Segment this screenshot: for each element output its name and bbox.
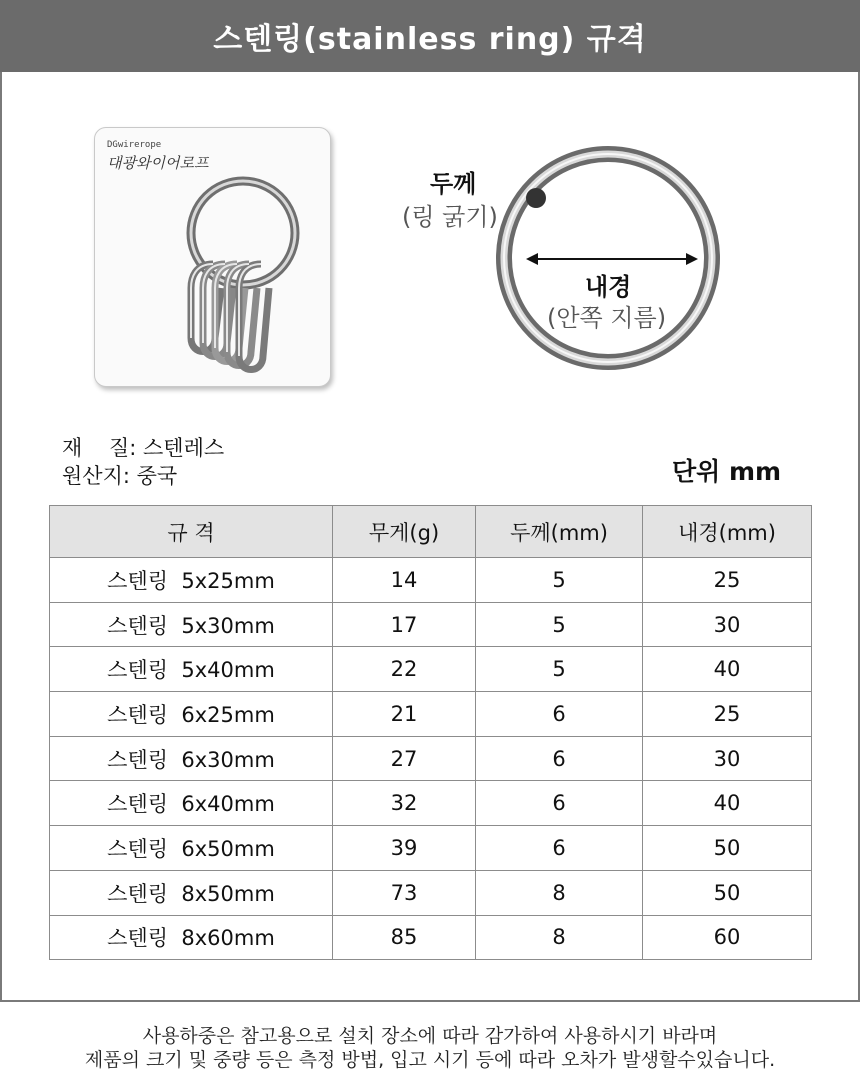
origin-spec: 원산지: 중국 xyxy=(62,464,178,488)
unit-label: 단위 mm xyxy=(672,457,782,486)
cell-weight: 17 xyxy=(333,602,476,647)
cell-inner-diameter: 25 xyxy=(643,692,812,737)
cell-spec: 스텐링 6x50mm xyxy=(50,826,333,871)
inner-diameter-label: 내경 xyxy=(585,273,632,301)
cell-thickness: 5 xyxy=(476,558,643,603)
spec-table xyxy=(49,505,812,960)
page-title: 스텐링(stainless ring) 규격 xyxy=(0,0,860,72)
cell-thickness: 6 xyxy=(476,826,643,871)
thickness-marker xyxy=(526,188,546,208)
cell-inner-diameter: 60 xyxy=(643,915,812,960)
cell-inner-diameter: 40 xyxy=(643,647,812,692)
table-row xyxy=(50,692,812,737)
column-header-inner-diameter: 내경(mm) xyxy=(643,506,812,558)
brand-korean: 대광와이어로프 xyxy=(107,154,209,172)
arrow-left-icon xyxy=(526,253,538,265)
cell-thickness: 8 xyxy=(476,870,643,915)
cell-thickness: 6 xyxy=(476,692,643,737)
table-row xyxy=(50,870,812,915)
material-spec: 재 질: 스텐레스 xyxy=(62,436,225,460)
disclaimer-line-1: 사용하중은 참고용으로 설치 장소에 따라 감가하여 사용하시기 바라며 xyxy=(142,1025,718,1047)
table-row xyxy=(50,558,812,603)
cell-spec: 스텐링 5x40mm xyxy=(50,647,333,692)
cell-inner-diameter: 25 xyxy=(643,558,812,603)
cell-inner-diameter: 30 xyxy=(643,602,812,647)
arrow-right-icon xyxy=(686,253,698,265)
thickness-label: 두께 xyxy=(430,170,477,198)
cell-weight: 14 xyxy=(333,558,476,603)
cell-thickness: 6 xyxy=(476,781,643,826)
table-row xyxy=(50,736,812,781)
column-header-weight: 무게(g) xyxy=(333,506,476,558)
cell-inner-diameter: 30 xyxy=(643,736,812,781)
cell-weight: 85 xyxy=(333,915,476,960)
cell-spec: 스텐링 6x25mm xyxy=(50,692,333,737)
cell-weight: 22 xyxy=(333,647,476,692)
cell-thickness: 5 xyxy=(476,602,643,647)
cell-weight: 21 xyxy=(333,692,476,737)
cell-inner-diameter: 50 xyxy=(643,870,812,915)
brand-english: DGwirerope xyxy=(107,140,162,150)
cell-weight: 73 xyxy=(333,870,476,915)
table-row xyxy=(50,781,812,826)
cell-spec: 스텐링 8x50mm xyxy=(50,870,333,915)
table-row xyxy=(50,915,812,960)
cell-spec: 스텐링 6x40mm xyxy=(50,781,333,826)
thickness-sublabel: (링 굵기) xyxy=(402,203,498,231)
cell-spec: 스텐링 5x25mm xyxy=(50,558,333,603)
cell-weight: 32 xyxy=(333,781,476,826)
cell-spec: 스텐링 8x60mm xyxy=(50,915,333,960)
inner-diameter-sublabel: (안쪽 지름) xyxy=(547,304,667,332)
cell-inner-diameter: 50 xyxy=(643,826,812,871)
table-row xyxy=(50,602,812,647)
cell-spec: 스텐링 6x30mm xyxy=(50,736,333,781)
column-header-thickness: 두께(mm) xyxy=(476,506,643,558)
disclaimer-line-2: 제품의 크기 및 중량 등은 측정 방법, 입고 시기 등에 따라 오차가 발생할수있습니다. xyxy=(84,1049,776,1071)
table-header-row xyxy=(50,506,812,558)
product-photo xyxy=(94,127,331,387)
cell-spec: 스텐링 5x30mm xyxy=(50,602,333,647)
cell-inner-diameter: 40 xyxy=(643,781,812,826)
cell-thickness: 5 xyxy=(476,647,643,692)
disclaimer xyxy=(0,1024,860,1072)
ring-diagram xyxy=(490,140,730,384)
table-row xyxy=(50,647,812,692)
cell-weight: 27 xyxy=(333,736,476,781)
table-row xyxy=(50,826,812,871)
cell-thickness: 6 xyxy=(476,736,643,781)
cell-thickness: 8 xyxy=(476,915,643,960)
cell-weight: 39 xyxy=(333,826,476,871)
ring-image xyxy=(490,140,730,380)
column-header-spec: 규 격 xyxy=(50,506,333,558)
